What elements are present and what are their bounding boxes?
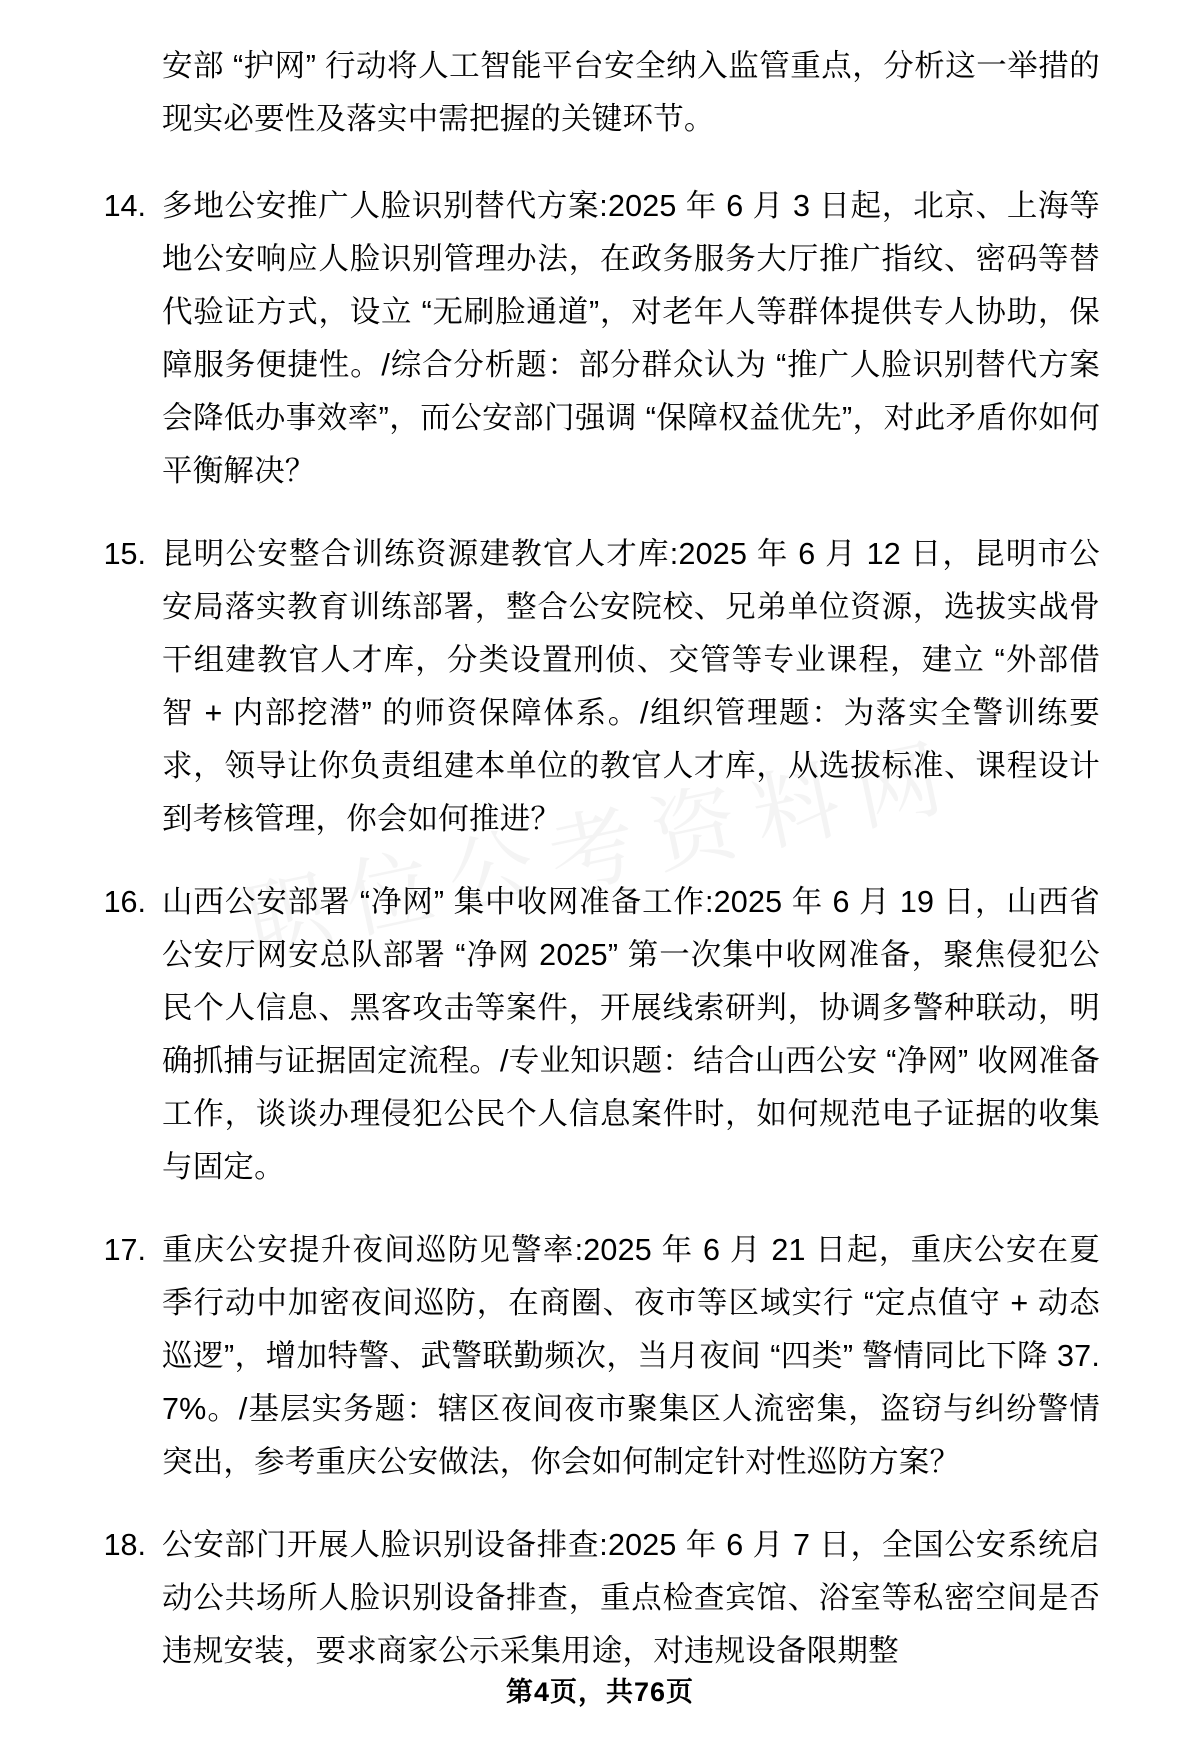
paragraph-number: 18. <box>103 1528 146 1562</box>
paragraph-continuation <box>100 40 1100 146</box>
paragraph-item-17 <box>100 1224 1100 1489</box>
paragraph-item-15 <box>100 528 1100 846</box>
paragraph-number: 15. <box>103 537 146 571</box>
paragraph-text: 安部 “护网” 行动将人工智能平台安全纳入监管重点，分析这一举措的现实必要性及落实中需把握的关键环节。 <box>162 49 1100 136</box>
paragraph-text: 多地公安推广人脸识别替代方案:2025 年 6 月 3 日起，北京、上海等地公安响应人脸识别管理办法，在政务服务大厅推广指纹、密码等替代验证方式，设立 “无刷脸通道”，对老年人等群体提供专人协助，保障服务便捷性。/综合分析题：部分群众认为 “推广人脸识别替代方案会降低办事效率”，而公安部门强调 “保障权益优先”，对此矛盾你如何平衡解决？ <box>162 189 1100 488</box>
page-footer: 第4页，共76页 <box>505 1677 695 1707</box>
paragraph-number: 14. <box>103 189 146 223</box>
paragraph-number: 16. <box>103 885 146 919</box>
paragraph-item-18 <box>100 1519 1100 1678</box>
paragraph-text: 山西公安部署 “净网” 集中收网准备工作:2025 年 6 月 19 日，山西省公安厅网安总队部署 “净网 2025” 第一次集中收网准备，聚焦侵犯公民个人信息、黑客攻击等案件，开展线索研判，协调多警种联动，明确抓捕与证据固定流程。/专业知识题：结合山西公安 “净网” 收网准备工作，谈谈办理侵犯公民个人信息案件时，如何规范电子证据的收集与固定。 <box>162 885 1100 1184</box>
paragraph-number: 17. <box>103 1233 146 1267</box>
document-body <box>100 40 1100 1678</box>
paragraph-text: 重庆公安提升夜间巡防见警率:2025 年 6 月 21 日起，重庆公安在夏季行动中加密夜间巡防，在商圈、夜市等区域实行 “定点值守 + 动态巡逻”，增加特警、武警联勤频次，当月夜间 “四类” 警情同比下降 37.7%。/基层实务题：辖区夜间夜市聚集区人流密集，盗窃与纠纷警情突出，参考重庆公安做法，你会如何制定针对性巡防方案？ <box>162 1233 1100 1479</box>
paragraph-item-14 <box>100 180 1100 498</box>
paragraph-text: 昆明公安整合训练资源建教官人才库:2025 年 6 月 12 日，昆明市公安局落实教育训练部署，整合公安院校、兄弟单位资源，选拔实战骨干组建教官人才库，分类设置刑侦、交管等专业课程，建立 “外部借智 + 内部挖潜” 的师资保障体系。/组织管理题：为落实全警训练要求，领导让你负责组建本单位的教官人才库，从选拔标准、课程设计到考核管理，你会如何推进？ <box>162 537 1100 836</box>
paragraph-text: 公安部门开展人脸识别设备排查:2025 年 6 月 7 日，全国公安系统启动公共场所人脸识别设备排查，重点检查宾馆、浴室等私密空间是否违规安装，要求商家公示采集用途，对违规设备限期整 <box>162 1528 1100 1668</box>
paragraph-item-16 <box>100 876 1100 1194</box>
